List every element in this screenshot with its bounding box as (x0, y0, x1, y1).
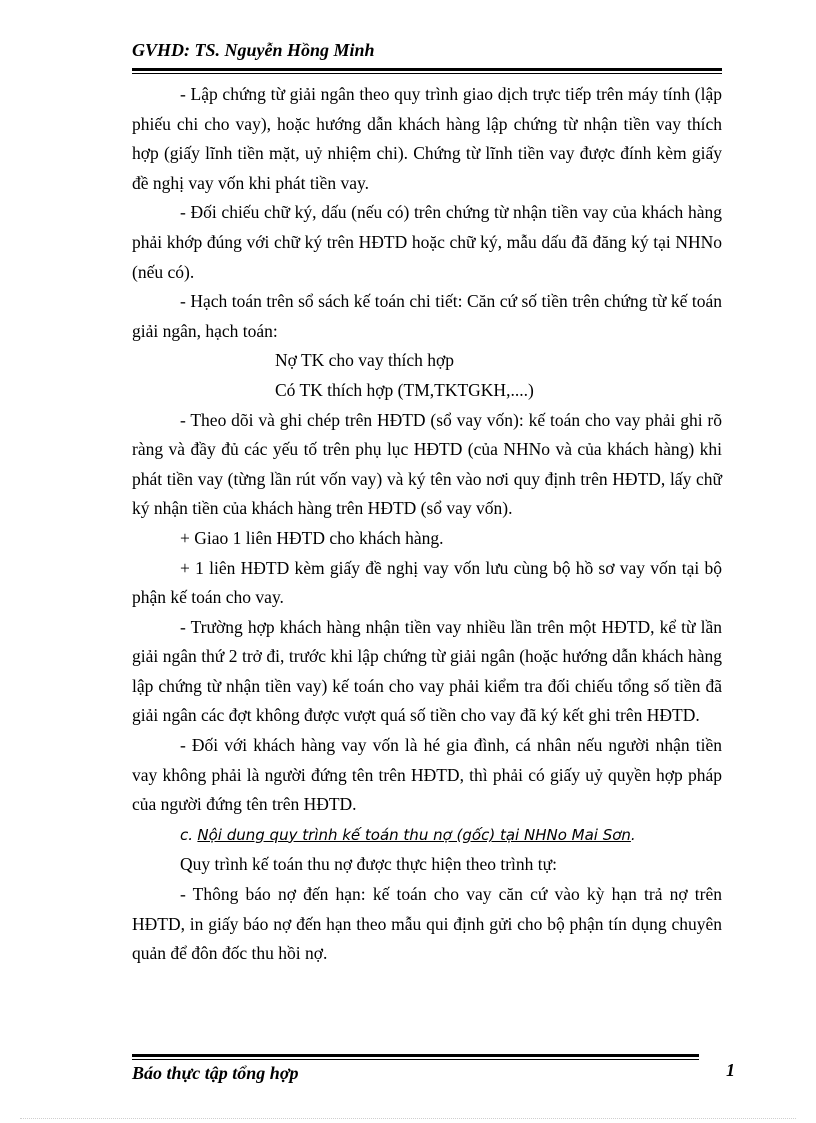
section-label: c. (180, 825, 194, 844)
footer-title: Báo thực tập tổng hợp (132, 1063, 299, 1083)
page-bottom-border (20, 1118, 796, 1119)
paragraph-due-notice: - Thông báo nợ đến hạn: kế toán cho vay căn cứ vào kỳ hạn trả nợ trên HĐTD, in giấy báo nợ đến hạn theo mẫu qui định gửi cho bộ phận tín dụng chuyên quản để đôn đốc thu hồi nợ. (132, 884, 722, 964)
paragraph-copy-to-customer: + Giao 1 liên HĐTD cho khách hàng. (180, 527, 444, 548)
paragraph-disbursement-voucher: - Lập chứng từ giải ngân theo quy trình giao dịch trực tiếp trên máy tính (lập phiếu chi cho vay), hoặc hướng dẫn khách hàng lập chứng từ nhận tiền vay thích hợp (giấy lĩnh tiền mặt, uỷ nhiệm chi). Chứng từ lĩnh tiền vay được đính kèm giấy đề nghị vay vốn khi phát tiền vay. (132, 84, 722, 193)
page-header: GVHD: TS. Nguyễn Hồng Minh (132, 40, 375, 60)
paragraph-authorization: - Đối với khách hàng vay vốn là hé gia đình, cá nhân nếu người nhận tiền vay không phải là người đứng tên trên HĐTD, thì phải có giấy uỷ quyền hợp pháp của người đứng tên trên HĐTD. (132, 735, 722, 815)
header-rule (132, 68, 722, 74)
page-number: 1 (726, 1060, 735, 1080)
section-title-end: . (630, 825, 636, 844)
section-title: Nội dung quy trình kế toán thu nợ (gốc) tại NHNo Mai Sơn (197, 825, 631, 844)
paragraph-contract-tracking: - Theo dõi và ghi chép trên HĐTD (sổ vay vốn): kế toán cho vay phải ghi rõ ràng và đầy đủ các yếu tố trên phụ lục HĐTD (của NHNo và của khách hàng) khi phát tiền vay (từng lần rút vốn vay) và ký tên vào nơi quy định trên HĐTD, lấy chữ ký nhận tiền của khách hàng trên HĐTD (sổ vay vốn). (132, 409, 722, 519)
document-body (132, 80, 722, 969)
paragraph-collection-intro: Quy trình kế toán thu nợ được thực hiện theo trình tự: (180, 854, 557, 875)
section-heading (132, 820, 722, 851)
journal-entry-credit: Có TK thích hợp (TM,TKTGKH,....) (275, 379, 534, 400)
paragraph-multiple-disbursements: - Trường hợp khách hàng nhận tiền vay nhiều lần trên một HĐTD, kể từ lần giải ngân thứ 2 trở đi, trước khi lập chứng từ giải ngân (hoặc hướng dẫn khách hàng lập chứng từ nhận tiền vay) kế toán cho vay phải kiểm tra đối chiếu tổng số tiền đã giải ngân các đợt không được vượt quá số tiền cho vay đã ký kết ghi trên HĐTD. (132, 616, 722, 726)
paragraph-copy-archived: + 1 liên HĐTD kèm giấy đề nghị vay vốn lưu cùng bộ hồ sơ vay vốn tại bộ phận kế toán cho vay. (132, 557, 722, 608)
paragraph-ledger-posting: - Hạch toán trên sổ sách kế toán chi tiết: Căn cứ số tiền trên chứng từ kế toán giải ngân, hạch toán: (132, 291, 722, 341)
footer-rule (132, 1054, 699, 1060)
journal-entry-debit: Nợ TK cho vay thích hợp (275, 350, 455, 371)
paragraph-signature-check: - Đối chiếu chữ ký, dấu (nếu có) trên chứng từ nhận tiền vay của khách hàng phải khớp đúng với chữ ký trên HĐTD hoặc chữ ký, mẫu dấu đã đăng ký tại NHNo (nếu có). (132, 202, 722, 282)
